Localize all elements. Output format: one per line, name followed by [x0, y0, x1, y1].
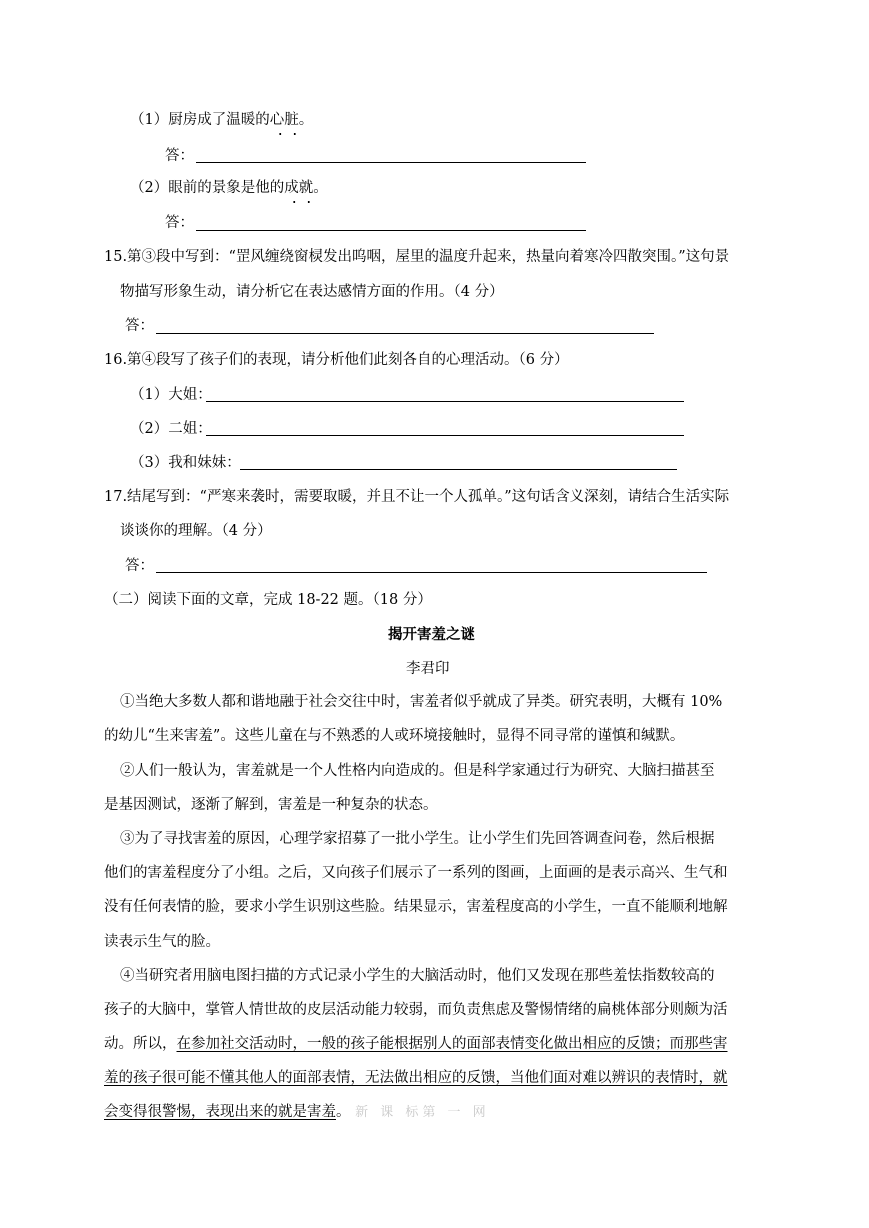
paragraph-4-line-5	[104, 1102, 490, 1123]
q16-item-1-label: （1）大姐：	[130, 387, 212, 403]
paragraph-1-line-1: ①当绝大多数人都和谐地融于社会交往中时，害羞者似乎就成了异类。研究表明，大概有 10%	[120, 694, 723, 710]
paragraph-3-line-2: 他们的害羞程度分了小组。之后，又向孩子们展示了一系列的图画，上面画的是表示高兴、生气和	[104, 865, 728, 881]
watermark: 新 课 标第 一 网	[355, 1105, 490, 1120]
q14-item-2-prefix: （2）眼前的景象是他的	[130, 180, 285, 196]
q16-item-2-blank[interactable]	[206, 435, 684, 436]
paragraph-4-line-4	[104, 1068, 728, 1088]
q14-item-1-emphasis: 心脏	[269, 112, 299, 128]
q14-item-2	[130, 178, 328, 198]
q16-stem: 16.第④段写了孩子们的表现，请分析他们此刻各自的心理活动。（6 分）	[104, 352, 569, 368]
paragraph-2-line-2: 是基因测试，逐渐了解到，害羞是一种复杂的状态。	[104, 797, 438, 813]
q14-item-1-prefix: （1）厨房成了温暖的	[130, 112, 270, 128]
q15-stem-line-1: 15.第③段中写到：“罡风缠绕窗棂发出呜咽，屋里的温度升起来，热量向着寒冷四散突围。”这句景	[104, 249, 730, 265]
q17-stem-line-1: 17.结尾写到：“严寒来袭时，需要取暖，并且不让一个人孤单。”这句话含义深刻，请结合生活实际	[104, 489, 730, 505]
paragraph-4-line-1: ④当研究者用脑电图扫描的方式记录小学生的大脑活动时，他们又发现在那些羞怯指数较高的	[120, 968, 715, 984]
q17-answer-label: 答：	[125, 558, 154, 574]
q17-answer-blank[interactable]	[156, 572, 707, 573]
q14-item-1	[130, 110, 313, 130]
paragraph-3-line-4: 读表示生气的脸。	[104, 934, 220, 950]
paragraph-4-line-2: 孩子的大脑中，掌管人情世故的皮层活动能力较弱，而负责焦虑及警惕情绪的扁桃体部分则颇为活	[104, 1002, 728, 1018]
article-title: 揭开害羞之谜	[388, 626, 475, 643]
paragraph-4-line-5-end: 。	[336, 1104, 351, 1120]
q16-item-3-label: （3）我和妹妹：	[130, 455, 241, 471]
q16-item-1-blank[interactable]	[206, 401, 684, 402]
q14-answer-label-1: 答：	[165, 148, 194, 164]
q16-item-2-label: （2）二姐：	[130, 421, 212, 437]
paragraph-3-line-3: 没有任何表情的脸，要求小学生识别这些脸。结果显示，害羞程度高的小学生，一直不能顺利地解	[104, 899, 728, 915]
q15-stem-line-2: 物描写形象生动，请分析它在表达感情方面的作用。（4 分）	[120, 284, 504, 300]
paragraph-3-line-1: ③为了寻找害羞的原因，心理学家招募了一批小学生。让小学生们先回答调查问卷，然后根据	[120, 831, 715, 847]
article-author: 李君印	[406, 661, 450, 677]
paragraph-4-line-3-text: 动。所以，	[104, 1036, 177, 1052]
q14-answer-blank-1[interactable]	[196, 162, 586, 163]
q15-answer-label: 答：	[125, 318, 154, 334]
underlined-sentence-part-2: 羞的孩子很可能不懂其他人的面部表情，无法做出相应的反馈，当他们面对难以辨识的表情时，就	[104, 1070, 728, 1086]
underlined-sentence-part-3: 会变得很警惕，表现出来的就是害羞	[104, 1104, 336, 1120]
section-heading: （二）阅读下面的文章，完成 18-22 题。（18 分）	[104, 592, 432, 608]
paragraph-2-line-1: ②人们一般认为，害羞就是一个人性格内向造成的。但是科学家通过行为研究、大脑扫描甚至	[120, 763, 715, 779]
q14-item-2-emphasis: 成就	[284, 180, 314, 196]
q14-item-2-suffix: 。	[313, 180, 328, 196]
underlined-sentence-part-1: 在参加社交活动时，一般的孩子能根据别人的面部表情变化做出相应的反馈；而那些害	[176, 1036, 728, 1052]
q14-answer-blank-2[interactable]	[196, 230, 586, 231]
q14-answer-label-2: 答：	[165, 215, 194, 231]
paragraph-1-line-2: 的幼儿“生来害羞”。这些儿童在与不熟悉的人或环境接触时，显得不同寻常的谨慎和缄默。	[104, 728, 685, 744]
q17-stem-line-2: 谈谈你的理解。（4 分）	[120, 523, 272, 539]
paragraph-4-line-3	[104, 1034, 728, 1054]
q16-item-3-blank[interactable]	[240, 469, 677, 470]
q15-answer-blank[interactable]	[156, 333, 654, 334]
q14-item-1-suffix: 。	[298, 112, 314, 128]
